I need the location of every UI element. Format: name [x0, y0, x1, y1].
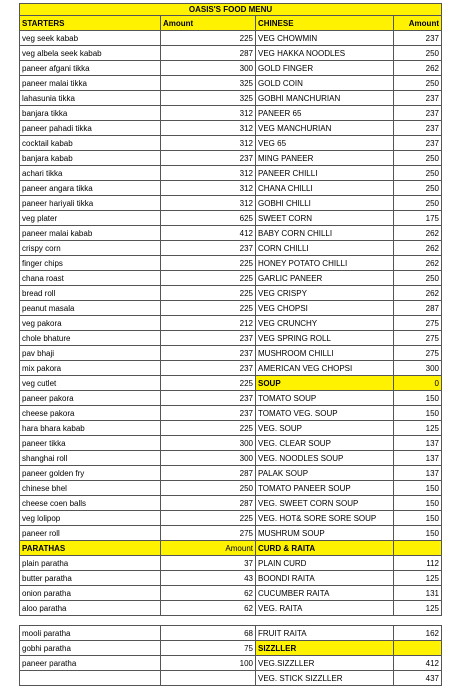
spacer-cell [394, 616, 442, 626]
bottom-row [20, 671, 442, 686]
chinese-item: BABY CORN CHILLI [256, 226, 394, 241]
chinese-price: 150 [394, 511, 442, 526]
parathas-header-row [20, 541, 442, 556]
chinese-item: VEG.SIZZLLER [256, 656, 394, 671]
chinese-price [394, 641, 442, 656]
chinese-price: 125 [394, 601, 442, 616]
starter-price: 225 [161, 286, 256, 301]
menu-row [20, 211, 442, 226]
menu-row [20, 31, 442, 46]
spacer-cell [20, 616, 161, 626]
chinese-item: FRUIT RAITA [256, 626, 394, 641]
spacer-cell [256, 616, 394, 626]
chinese-price: 137 [394, 466, 442, 481]
starter-item: paneer pakora [20, 391, 161, 406]
menu-row [20, 181, 442, 196]
starter-price: 287 [161, 496, 256, 511]
chinese-price [394, 541, 442, 556]
starter-item: cheese pakora [20, 406, 161, 421]
starter-item: paneer tikka [20, 436, 161, 451]
starter-item: crispy corn [20, 241, 161, 256]
starter-price: 237 [161, 346, 256, 361]
soup-row [20, 526, 442, 541]
starter-price: Amount [161, 541, 256, 556]
chinese-item: PANEER 65 [256, 106, 394, 121]
menu-row [20, 76, 442, 91]
soup-row [20, 421, 442, 436]
starter-item: plain paratha [20, 556, 161, 571]
bottom-row [20, 641, 442, 656]
chinese-price: 250 [394, 76, 442, 91]
starter-item: butter paratha [20, 571, 161, 586]
menu-row [20, 106, 442, 121]
starter-price: 212 [161, 316, 256, 331]
chinese-price: 112 [394, 556, 442, 571]
chinese-item: MUSHRUM SOUP [256, 526, 394, 541]
starter-price: 237 [161, 151, 256, 166]
chinese-item: PANEER CHILLI [256, 166, 394, 181]
starter-price: 37 [161, 556, 256, 571]
starter-item: paneer pahadi tikka [20, 121, 161, 136]
chinese-price: 162 [394, 626, 442, 641]
starter-item: pav bhaji [20, 346, 161, 361]
starters-header: STARTERS [20, 16, 161, 31]
chinese-price: 250 [394, 181, 442, 196]
chinese-item: GOLD COIN [256, 76, 394, 91]
starter-price: 312 [161, 196, 256, 211]
chinese-price: 137 [394, 436, 442, 451]
paratha-row [20, 586, 442, 601]
starter-item: cheese coen balls [20, 496, 161, 511]
starter-item: onion paratha [20, 586, 161, 601]
paratha-row [20, 571, 442, 586]
starter-price: 100 [161, 656, 256, 671]
chinese-item: VEG CHOWMIN [256, 31, 394, 46]
chinese-item: HONEY POTATO CHILLI [256, 256, 394, 271]
starter-item: paneer angara tikka [20, 181, 161, 196]
chinese-item: VEG HAKKA NOODLES [256, 46, 394, 61]
starter-price: 300 [161, 451, 256, 466]
starter-item: veg lolipop [20, 511, 161, 526]
starter-price: 225 [161, 511, 256, 526]
chinese-item: CHANA CHILLI [256, 181, 394, 196]
chinese-item: GOBHI MANCHURIAN [256, 91, 394, 106]
chinese-price: 262 [394, 256, 442, 271]
chinese-item: VEG. STICK SIZZLLER [256, 671, 394, 686]
menu-row [20, 271, 442, 286]
chinese-item: VEG 65 [256, 136, 394, 151]
starter-price: 43 [161, 571, 256, 586]
starter-item: veg plater [20, 211, 161, 226]
chinese-item: VEG. RAITA [256, 601, 394, 616]
chinese-item: VEG. SWEET CORN SOUP [256, 496, 394, 511]
starter-price: 75 [161, 641, 256, 656]
starter-price: 237 [161, 406, 256, 421]
chinese-item: VEG CRUNCHY [256, 316, 394, 331]
starter-item: veg seek kabab [20, 31, 161, 46]
starter-item: mix pakora [20, 361, 161, 376]
menu-row [20, 61, 442, 76]
starter-item: aloo paratha [20, 601, 161, 616]
starter-price: 625 [161, 211, 256, 226]
starter-price: 325 [161, 91, 256, 106]
starter-price: 275 [161, 526, 256, 541]
chinese-item: SIZZLLER [256, 641, 394, 656]
chinese-price: 250 [394, 46, 442, 61]
chinese-price: 131 [394, 586, 442, 601]
menu-row [20, 346, 442, 361]
chinese-item: VEG. CLEAR SOUP [256, 436, 394, 451]
soup-header-row [20, 376, 442, 391]
menu-table [19, 3, 442, 686]
chinese-amount-header: Amount [394, 16, 442, 31]
menu-row [20, 151, 442, 166]
starter-item: veg pakora [20, 316, 161, 331]
starter-item: mooli paratha [20, 626, 161, 641]
starter-item: paneer malai tikka [20, 76, 161, 91]
chinese-price: 250 [394, 166, 442, 181]
chinese-price: 237 [394, 121, 442, 136]
chinese-item: VEG. NOODLES SOUP [256, 451, 394, 466]
starter-item: achari tikka [20, 166, 161, 181]
chinese-price: 150 [394, 526, 442, 541]
chinese-price: 275 [394, 316, 442, 331]
spacer-row [20, 616, 442, 626]
chinese-item: CURD & RAITA [256, 541, 394, 556]
chinese-item: TOMATO PANEER SOUP [256, 481, 394, 496]
starter-price: 68 [161, 626, 256, 641]
chinese-price: 437 [394, 671, 442, 686]
soup-row [20, 391, 442, 406]
chinese-item: TOMATO VEG. SOUP [256, 406, 394, 421]
starter-price: 225 [161, 301, 256, 316]
starter-price: 237 [161, 361, 256, 376]
menu-row [20, 316, 442, 331]
chinese-item: VEG CRISPY [256, 286, 394, 301]
starter-price: 237 [161, 391, 256, 406]
menu-row [20, 166, 442, 181]
chinese-item: MING PANEER [256, 151, 394, 166]
chinese-price: 275 [394, 331, 442, 346]
starter-item: gobhi paratha [20, 641, 161, 656]
food-menu-sheet [19, 3, 441, 686]
chinese-item: CORN CHILLI [256, 241, 394, 256]
starter-item: hara bhara kabab [20, 421, 161, 436]
menu-row [20, 286, 442, 301]
chinese-price: 125 [394, 571, 442, 586]
chinese-item: GARLIC PANEER [256, 271, 394, 286]
menu-row [20, 361, 442, 376]
starter-price: 312 [161, 136, 256, 151]
starter-price: 325 [161, 76, 256, 91]
soup-row [20, 481, 442, 496]
starter-price: 312 [161, 106, 256, 121]
menu-row [20, 196, 442, 211]
chinese-price: 150 [394, 496, 442, 511]
chinese-item: GOBHI CHILLI [256, 196, 394, 211]
menu-row [20, 241, 442, 256]
starter-price [161, 671, 256, 686]
chinese-item: GOLD FINGER [256, 61, 394, 76]
starter-item: cocktail kabab [20, 136, 161, 151]
starter-item: paneer malai kabab [20, 226, 161, 241]
chinese-price: 237 [394, 136, 442, 151]
menu-row [20, 46, 442, 61]
starter-item [20, 671, 161, 686]
chinese-price: 150 [394, 481, 442, 496]
chinese-price: 175 [394, 211, 442, 226]
chinese-price: 250 [394, 196, 442, 211]
paratha-row [20, 601, 442, 616]
soup-row [20, 406, 442, 421]
starter-item: peanut masala [20, 301, 161, 316]
starter-item: shanghai roll [20, 451, 161, 466]
soup-row [20, 496, 442, 511]
chinese-header: CHINESE [256, 16, 394, 31]
chinese-item: VEG. SOUP [256, 421, 394, 436]
starter-price: 312 [161, 121, 256, 136]
starter-price: 62 [161, 586, 256, 601]
menu-title-row [20, 4, 442, 16]
chinese-price: 300 [394, 361, 442, 376]
chinese-item: PALAK SOUP [256, 466, 394, 481]
starter-price: 225 [161, 271, 256, 286]
starter-item: banjara tikka [20, 106, 161, 121]
starter-price: 300 [161, 61, 256, 76]
starter-price: 312 [161, 166, 256, 181]
starter-price: 287 [161, 46, 256, 61]
starter-price: 412 [161, 226, 256, 241]
starter-price: 225 [161, 421, 256, 436]
starter-item: bread roll [20, 286, 161, 301]
chinese-item: SWEET CORN [256, 211, 394, 226]
starter-price: 250 [161, 481, 256, 496]
starter-price: 225 [161, 256, 256, 271]
starter-price: 62 [161, 601, 256, 616]
chinese-price: 275 [394, 346, 442, 361]
soup-row [20, 511, 442, 526]
chinese-item: PLAIN CURD [256, 556, 394, 571]
chinese-item: TOMATO SOUP [256, 391, 394, 406]
paratha-row [20, 556, 442, 571]
chinese-price: 237 [394, 91, 442, 106]
chinese-item: SOUP [256, 376, 394, 391]
starter-item: chinese bhel [20, 481, 161, 496]
soup-row [20, 466, 442, 481]
menu-row [20, 136, 442, 151]
chinese-price: 137 [394, 451, 442, 466]
starter-item: paneer hariyali tikka [20, 196, 161, 211]
chinese-price: 250 [394, 151, 442, 166]
chinese-price: 237 [394, 31, 442, 46]
starter-item: chole bhature [20, 331, 161, 346]
chinese-price: 287 [394, 301, 442, 316]
starter-item: paneer golden fry [20, 466, 161, 481]
menu-row [20, 226, 442, 241]
starter-item: PARATHAS [20, 541, 161, 556]
chinese-price: 412 [394, 656, 442, 671]
spacer-cell [161, 616, 256, 626]
chinese-price: 262 [394, 226, 442, 241]
chinese-item: VEG SPRING ROLL [256, 331, 394, 346]
starter-item: banjara kabab [20, 151, 161, 166]
starter-price: 287 [161, 466, 256, 481]
menu-row [20, 91, 442, 106]
starter-item: chana roast [20, 271, 161, 286]
starter-item: paneer roll [20, 526, 161, 541]
bottom-row [20, 656, 442, 671]
chinese-price: 237 [394, 106, 442, 121]
starter-price: 312 [161, 181, 256, 196]
chinese-price: 262 [394, 61, 442, 76]
chinese-price: 125 [394, 421, 442, 436]
chinese-price: 0 [394, 376, 442, 391]
chinese-item: VEG CHOPSI [256, 301, 394, 316]
starter-item: veg cutlet [20, 376, 161, 391]
chinese-price: 262 [394, 241, 442, 256]
starter-item: veg albela seek kabab [20, 46, 161, 61]
chinese-item: VEG MANCHURIAN [256, 121, 394, 136]
header-row [20, 16, 442, 31]
soup-row [20, 436, 442, 451]
chinese-item: BOONDI RAITA [256, 571, 394, 586]
starter-price: 225 [161, 31, 256, 46]
menu-row [20, 121, 442, 136]
chinese-item: AMERICAN VEG CHOPSI [256, 361, 394, 376]
menu-title: OASIS'S FOOD MENU [20, 4, 442, 16]
soup-row [20, 451, 442, 466]
menu-row [20, 331, 442, 346]
starters-amount-header: Amount [161, 16, 256, 31]
chinese-item: MUSHROOM CHILLI [256, 346, 394, 361]
menu-row [20, 256, 442, 271]
chinese-item: CUCUMBER RAITA [256, 586, 394, 601]
starter-item: paneer afgani tikka [20, 61, 161, 76]
chinese-price: 150 [394, 391, 442, 406]
starter-price: 300 [161, 436, 256, 451]
bottom-row [20, 626, 442, 641]
menu-row [20, 301, 442, 316]
chinese-price: 150 [394, 406, 442, 421]
starter-item: lahasunia tikka [20, 91, 161, 106]
starter-item: finger chips [20, 256, 161, 271]
chinese-item: VEG. HOT& SORE SORE SOUP [256, 511, 394, 526]
starter-price: 237 [161, 241, 256, 256]
starter-price: 237 [161, 331, 256, 346]
starter-price: 225 [161, 376, 256, 391]
starter-item: paneer paratha [20, 656, 161, 671]
chinese-price: 250 [394, 271, 442, 286]
chinese-price: 262 [394, 286, 442, 301]
